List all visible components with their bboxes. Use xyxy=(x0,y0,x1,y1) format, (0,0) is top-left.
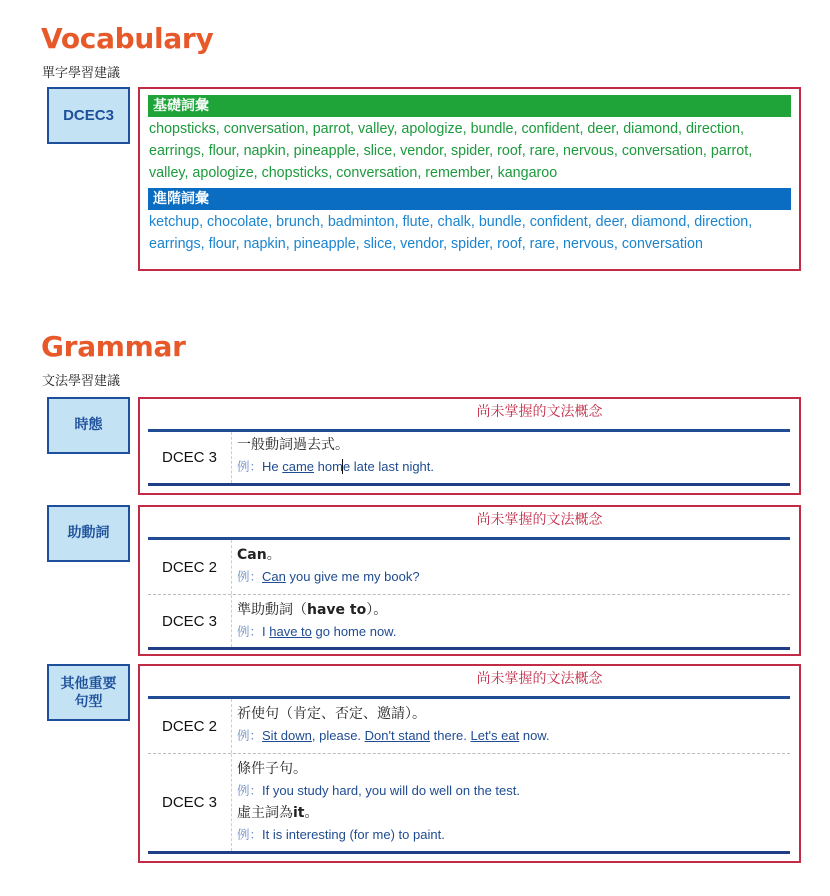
vocabulary-level-badge: DCEC3 xyxy=(47,87,130,144)
grammar-panel-auxiliary xyxy=(138,505,801,656)
example-text: , please. xyxy=(311,728,365,743)
advanced-vocab-heading: 進階詞彙 xyxy=(148,188,791,210)
grammar-panel-tense xyxy=(138,397,801,495)
example-prefix: 例： xyxy=(237,624,263,639)
grammar-concept xyxy=(237,802,790,824)
example-text: you give me my book? xyxy=(285,569,420,584)
grammar-table-heading: 尚未掌握的文法概念 xyxy=(476,671,603,687)
example-text: If you study hard, you will do well on the test. xyxy=(262,783,520,798)
example-highlight: Can xyxy=(262,569,286,584)
example-text: go home now. xyxy=(311,624,397,639)
grammar-category-sentence-patterns xyxy=(47,664,130,721)
example-prefix: 例： xyxy=(237,783,263,798)
example-prefix: 例： xyxy=(237,569,263,584)
grammar-concept: 祈使句（肯定、否定、邀請）。 xyxy=(237,706,426,722)
concept-prefix: 準助動詞（ xyxy=(237,602,307,618)
grammar-concept xyxy=(237,544,790,566)
category-line-1: 其他重要 xyxy=(60,676,117,692)
vocabulary-title: Vocabulary xyxy=(41,22,214,55)
grammar-panel-sentence-patterns xyxy=(138,664,801,863)
concept-prefix: 虛主詞為 xyxy=(237,805,293,821)
table-row xyxy=(148,753,790,851)
concept-suffix: ）。 xyxy=(366,602,388,618)
vocabulary-panel xyxy=(138,87,801,271)
example-text: e late last night. xyxy=(342,459,435,474)
example-highlight: Sit down xyxy=(262,728,312,743)
table-row xyxy=(148,699,790,753)
table-row xyxy=(148,540,790,594)
grammar-title: Grammar xyxy=(41,330,186,363)
advanced-vocab-words: ketchup, chocolate, brunch, badminton, flute, chalk, bundle, confident, deer, diamond, direction, earrings, flour, napkin, pineapple, slice, vendor, spider, roof, rare, nervous, conversation xyxy=(149,214,753,252)
example-highlight: have to xyxy=(269,624,312,639)
example-text: I xyxy=(262,624,270,639)
basic-vocab-heading: 基礎詞彙 xyxy=(148,95,791,117)
grammar-category-tense: 時態 xyxy=(47,397,130,454)
example-prefix: 例： xyxy=(237,728,263,743)
grammar-example xyxy=(237,621,790,643)
grammar-concept: 條件子句。 xyxy=(237,761,307,777)
concept-keyword: it xyxy=(293,805,305,821)
example-text: there. xyxy=(430,728,471,743)
grammar-concept: 一般動詞過去式。 xyxy=(237,437,349,453)
grammar-example xyxy=(237,566,790,588)
example-text: It is interesting (for me) to paint. xyxy=(262,827,445,842)
level-cell: DCEC 3 xyxy=(148,432,232,483)
level-cell: DCEC 2 xyxy=(148,540,232,594)
example-prefix: 例： xyxy=(237,827,263,842)
grammar-example xyxy=(237,780,790,802)
grammar-example xyxy=(237,824,790,846)
grammar-table xyxy=(148,537,790,650)
concept-suffix: 。 xyxy=(304,805,319,821)
table-row xyxy=(148,432,790,483)
concept-keyword: have to xyxy=(307,602,367,618)
example-highlight: Don't stand xyxy=(364,728,431,743)
vocabulary-subtitle: 單字學習建議 xyxy=(42,66,121,81)
grammar-table xyxy=(148,429,790,486)
level-cell: DCEC 3 xyxy=(148,754,232,851)
grammar-example xyxy=(237,456,790,478)
grammar-subtitle: 文法學習建議 xyxy=(42,374,121,389)
grammar-category-auxiliary: 助動詞 xyxy=(47,505,130,562)
grammar-table-heading: 尚未掌握的文法概念 xyxy=(476,512,603,528)
table-row xyxy=(148,594,790,647)
example-text: now. xyxy=(519,728,550,743)
example-prefix: 例： xyxy=(237,459,263,474)
grammar-example xyxy=(237,725,790,747)
level-cell: DCEC 2 xyxy=(148,699,232,753)
example-text: He xyxy=(262,459,283,474)
grammar-table xyxy=(148,696,790,854)
grammar-table-heading: 尚未掌握的文法概念 xyxy=(476,404,603,420)
concept-suffix: 。 xyxy=(266,547,281,563)
level-cell: DCEC 3 xyxy=(148,595,232,647)
basic-vocab-words: chopsticks, conversation, parrot, valley, apologize, bundle, confident, deer, diamond, direction, earrings, flour, napkin, pineapple, slice, vendor, spider, roof, rare, nervous, conversation, parrot, valley, apologize, chopsticks, conversation, remember, kangaroo xyxy=(149,121,753,181)
example-highlight: Let's eat xyxy=(470,728,520,743)
example-highlight: came xyxy=(282,459,315,474)
example-text: hom xyxy=(314,459,343,474)
category-line-2: 句型 xyxy=(74,694,103,710)
grammar-concept xyxy=(237,599,790,621)
concept-keyword: Can xyxy=(237,547,267,563)
